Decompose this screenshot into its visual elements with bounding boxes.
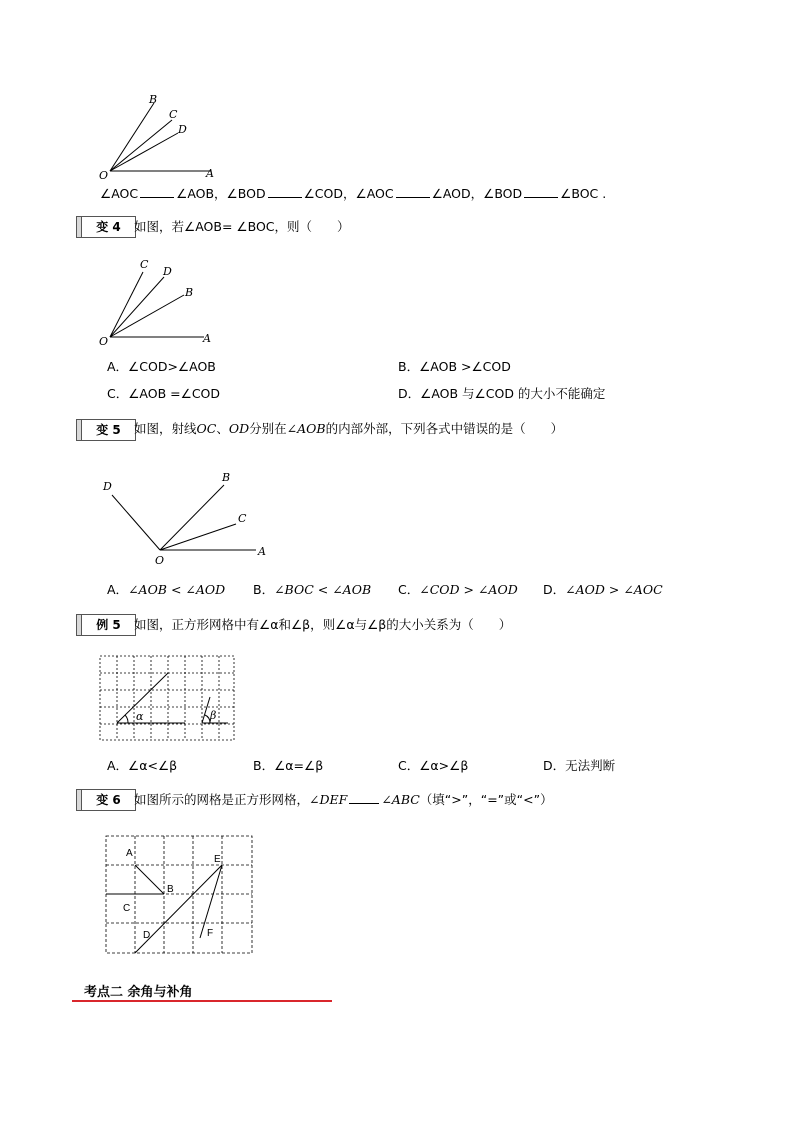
label-a: A [258, 545, 266, 558]
tag-label: 例 5 [82, 614, 136, 636]
label-e: E [214, 854, 221, 865]
figure-angles-1 [96, 90, 236, 185]
option-c[interactable]: C．∠α>∠β [398, 758, 469, 773]
figure-grid-abc-def [103, 833, 258, 958]
option-letter: A． [107, 582, 129, 597]
label-d: D [103, 480, 112, 493]
angle-def: ∠DEF [309, 792, 348, 807]
option-letter: C． [398, 582, 420, 597]
tag-bian5 [76, 419, 136, 441]
expr-aod-bod: ∠AOD，∠BOD [431, 186, 523, 201]
label-c: C [123, 903, 131, 914]
section-underline [72, 1000, 332, 1002]
label-beta: β [210, 709, 217, 722]
question-bian6 [134, 792, 553, 808]
question-li5: 如图，正方形网格中有∠α和∠β，则∠α与∠β的大小关系为（ ） [134, 617, 512, 632]
label-f: F [207, 928, 214, 939]
answer-blank-4[interactable] [524, 186, 558, 198]
label-o: O [99, 335, 109, 348]
question-text: 分别在 [249, 421, 287, 436]
figure-angles-3 [96, 465, 276, 575]
expr-boc: ∠BOC . [560, 186, 607, 201]
answer-blank-3[interactable] [396, 186, 430, 198]
option-a[interactable]: A．∠COD>∠AOB [107, 359, 216, 374]
question-bian4: 如图，若∠AOB= ∠BOC，则（ ） [134, 219, 350, 234]
label-a: A [206, 167, 214, 180]
option-letter: B． [253, 582, 275, 597]
label-d: D [163, 265, 172, 278]
option-expr: ∠AOD > ∠AOC [565, 582, 663, 597]
expr-aob-bod: ∠AOB，∠BOD [176, 186, 266, 201]
ray-od: OD [228, 421, 250, 436]
label-o: O [155, 554, 165, 567]
question-text: 的内部外部，下列各式中错误的是（ ） [325, 421, 564, 436]
option-c[interactable] [398, 582, 518, 598]
tag-label: 变 5 [82, 419, 136, 441]
expr-aoc: ∠AOC [100, 186, 139, 201]
label-b: B [185, 286, 194, 299]
angle-aob: ∠AOB [286, 421, 326, 436]
expr-cod-aoc: ∠COD，∠AOC [303, 186, 394, 201]
option-b[interactable] [253, 582, 371, 598]
option-expr: ∠COD > ∠AOD [419, 582, 518, 597]
label-c: C [140, 258, 149, 271]
figure-angles-2 [96, 255, 226, 350]
option-letter: D． [543, 582, 566, 597]
tag-li5 [76, 614, 136, 636]
ray-oc: OC [196, 421, 217, 436]
label-b: B [167, 884, 174, 895]
label-d: D [178, 123, 187, 136]
option-d[interactable]: D．∠AOB 与∠COD 的大小不能确定 [398, 386, 606, 401]
option-c[interactable]: C．∠AOB =∠COD [107, 386, 221, 401]
option-expr: ∠BOC < ∠AOB [274, 582, 372, 597]
section-title: 考点二 余角与补角 [84, 985, 193, 1000]
option-b[interactable]: B．∠AOB >∠COD [398, 359, 511, 374]
angle-abc: ∠ABC [381, 792, 420, 807]
label-b: B [149, 93, 158, 106]
tag-bian6 [76, 789, 136, 811]
question-bian5 [134, 421, 563, 437]
tag-bian4 [76, 216, 136, 238]
label-a: A [126, 848, 133, 859]
label-c: C [169, 108, 178, 121]
tag-label: 变 6 [82, 789, 136, 811]
label-c: C [238, 512, 247, 525]
figure-grid-alpha-beta [98, 654, 238, 744]
answer-blank[interactable] [349, 792, 379, 804]
option-b[interactable]: B．∠α=∠β [253, 758, 324, 773]
option-a[interactable]: A．∠α<∠β [107, 758, 178, 773]
option-d[interactable]: D．无法判断 [543, 758, 616, 773]
label-a: A [203, 332, 211, 345]
separator: 、 [216, 421, 229, 436]
label-o: O [99, 169, 109, 182]
label-d: D [143, 930, 151, 941]
question-text: 如图，射线 [134, 421, 197, 436]
question-text: （填“>”，“=”或“<”） [419, 792, 553, 807]
answer-blank-1[interactable] [140, 186, 174, 198]
label-b: B [222, 471, 231, 484]
tag-label: 变 4 [82, 216, 136, 238]
fill-in-line [100, 186, 606, 202]
answer-blank-2[interactable] [268, 186, 302, 198]
question-text: 如图所示的网格是正方形网格， [134, 792, 310, 807]
option-expr: ∠AOB < ∠AOD [128, 582, 226, 597]
option-d[interactable] [543, 582, 663, 598]
label-alpha: α [136, 710, 144, 723]
option-a[interactable] [107, 582, 225, 598]
